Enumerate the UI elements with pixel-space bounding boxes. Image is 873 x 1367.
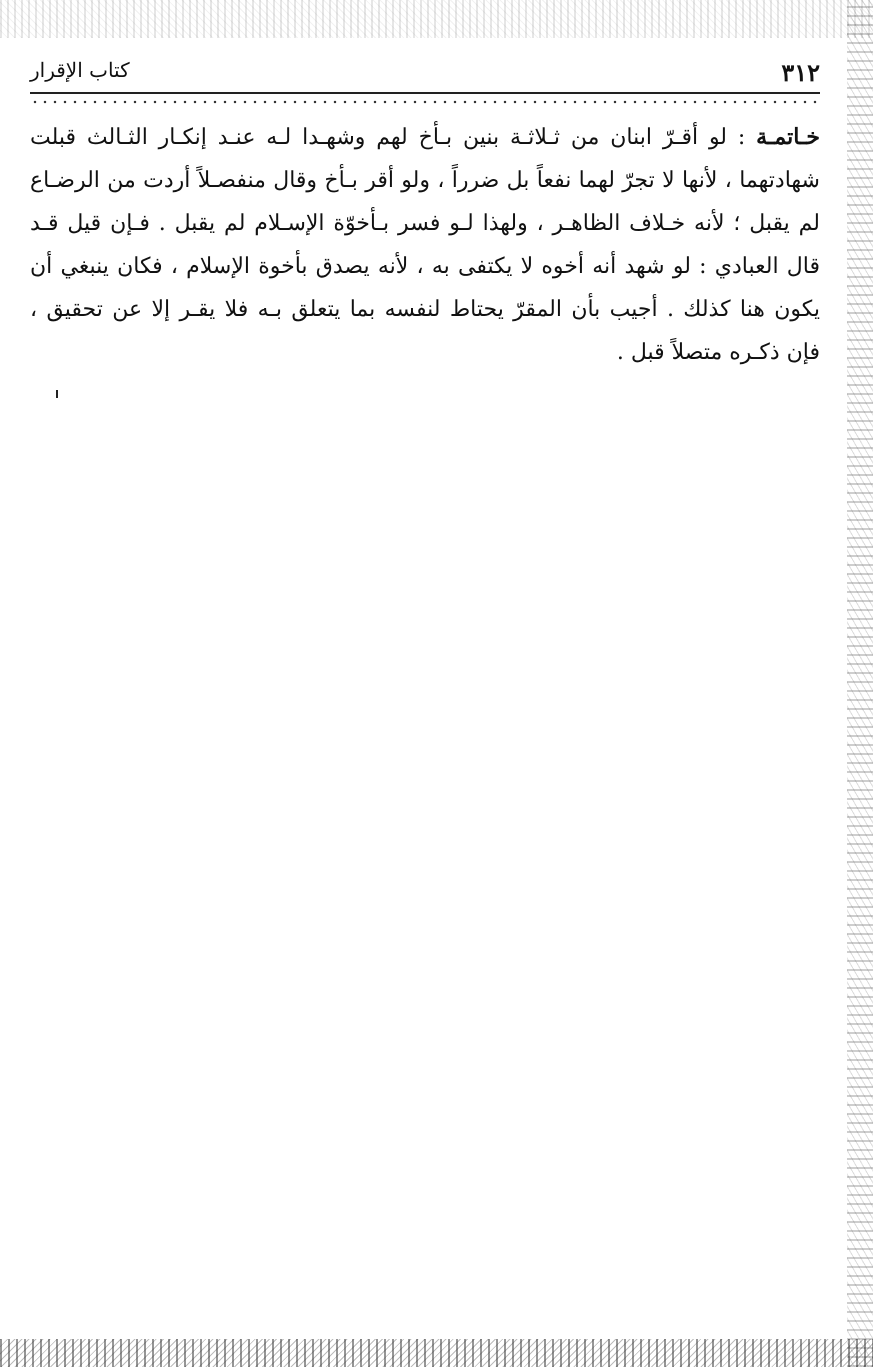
page-number: ٣١٢ <box>781 58 820 87</box>
decorative-border-bottom <box>0 1339 873 1367</box>
decorative-border-top <box>0 0 873 38</box>
stray-mark <box>56 390 58 398</box>
body-paragraph <box>30 116 820 374</box>
running-title: كتاب الإقرار <box>30 58 130 82</box>
section-lead-word: خـاتمـة <box>756 124 821 150</box>
paragraph-text: : لو أقـرّ ابنان من ثـلاثـة بنين بـأخ لهم وشهـدا لـه عنـد إنكـار الثـالث قبلت شهادتهما ، لأنها لا تجرّ لهما نفعاً بل ضرراً ، ولو أقر بـأخ وقال منفصـلاً أردت من الرضـاع لم يقبل ؛ لأنه خـلاف الظاهـر ، ولهذا لـو فسر بـأخوّة الإسـلام لم يقبل . فـإن قيل قـد قال العبادي : لو شهد أنه أخوه لا يكتفى به ، لأنه يصدق بأخوة الإسلام ، فكان ينبغي أن يكون هنا كذلك . أجيب بأن المقرّ يحتاط لنفسه بما يتعلق بـه فلا يقـر إلا عن تحقيق ، فإن ذكـره متصلاً قبل . <box>30 125 820 365</box>
dotted-separator <box>30 98 820 106</box>
decorative-border-right <box>847 0 873 1367</box>
page-header <box>30 56 820 94</box>
